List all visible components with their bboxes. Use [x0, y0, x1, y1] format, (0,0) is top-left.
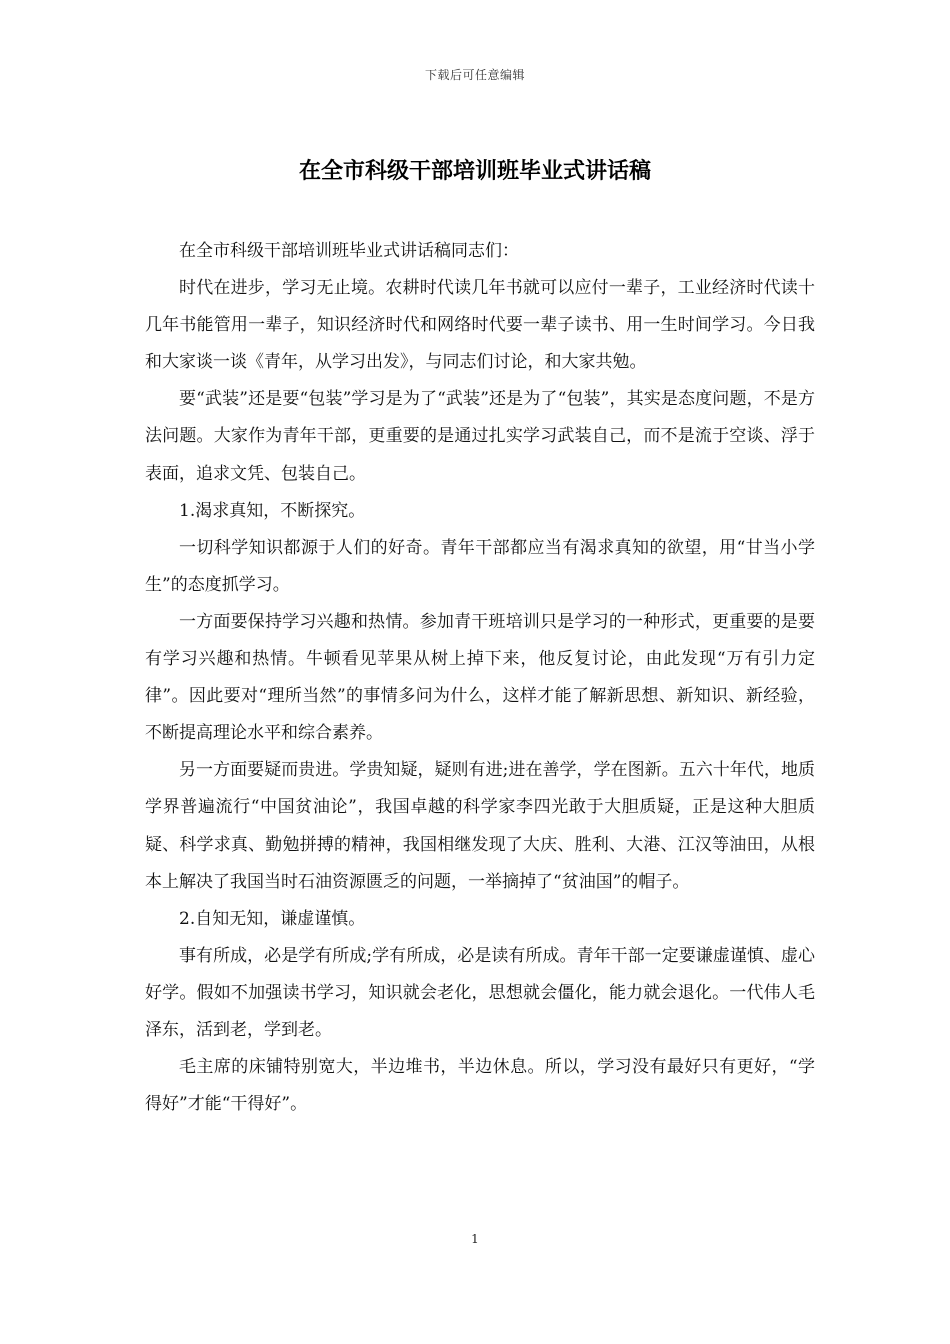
body-paragraph: 一切科学知识都源于人们的好奇。青年干部都应当有渴求真知的欲望，用“甘当小学生”的态度抓学习。: [145, 537, 815, 595]
body-paragraph: 一方面要保持学习兴趣和热情。参加青干班培训只是学习的一种形式，更重要的是要有学习兴趣和热情。牛顿看见苹果从树上掉下来，他反复讨论，由此发现“万有引力定律”。因此要对“理所当然”的事情多问为什么，这样才能了解新思想、新知识、新经验，不断提高理论水平和综合素养。: [145, 611, 815, 744]
body-paragraph: 事有所成，必是学有所成;学有所成，必是读有所成。青年干部一定要谦虚谨慎、虚心好学。假如不加强读书学习，知识就会老化，思想就会僵化，能力就会退化。一代伟人毛泽东，活到老，学到老。: [145, 945, 815, 1040]
section-heading-1: 1.渴求真知，不断探究。: [179, 500, 366, 521]
body-paragraph: 要“武装”还是要“包装”学习是为了“武装”还是为了“包装”，其实是态度问题，不是方法问题。大家作为青年干部，更重要的是通过扎实学习武装自己，而不是流于空谈、浮于表面，追求文凭、包装自己。: [145, 389, 815, 484]
document-title: 在全市科级干部培训班毕业式讲话稿: [298, 159, 651, 184]
body-paragraph: 时代在进步，学习无止境。农耕时代读几年书就可以应付一辈子，工业经济时代读十几年书能管用一辈子，知识经济时代和网络时代要一辈子读书、用一生时间学习。今日我和大家谈一谈《青年，从学习出发》，与同志们讨论，和大家共勉。: [145, 278, 815, 373]
section-heading-2: 2.自知无知，谦虚谨慎。: [179, 908, 366, 929]
document-body: [145, 233, 815, 1123]
page-number: 1: [471, 1232, 479, 1246]
body-paragraph: 另一方面要疑而贵进。学贵知疑，疑则有进;进在善学，学在图新。五六十年代，地质学界普遍流行“中国贫油论”，我国卓越的科学家李四光敢于大胆质疑，正是这种大胆质疑、科学求真、勤勉拼搏的精神，我国相继发现了大庆、胜利、大港、江汉等油田，从根本上解决了我国当时石油资源匮乏的问题，一举摘掉了“贫油国”的帽子。: [145, 760, 815, 892]
body-paragraph: 毛主席的床铺特别宽大，半边堆书，半边休息。所以，学习没有最好只有更好，“学得好”才能“干得好”。: [145, 1057, 815, 1115]
body-paragraph-salutation: 在全市科级干部培训班毕业式讲话稿同志们：: [179, 241, 519, 261]
page-header-note: 下载后可任意编辑: [424, 68, 525, 82]
